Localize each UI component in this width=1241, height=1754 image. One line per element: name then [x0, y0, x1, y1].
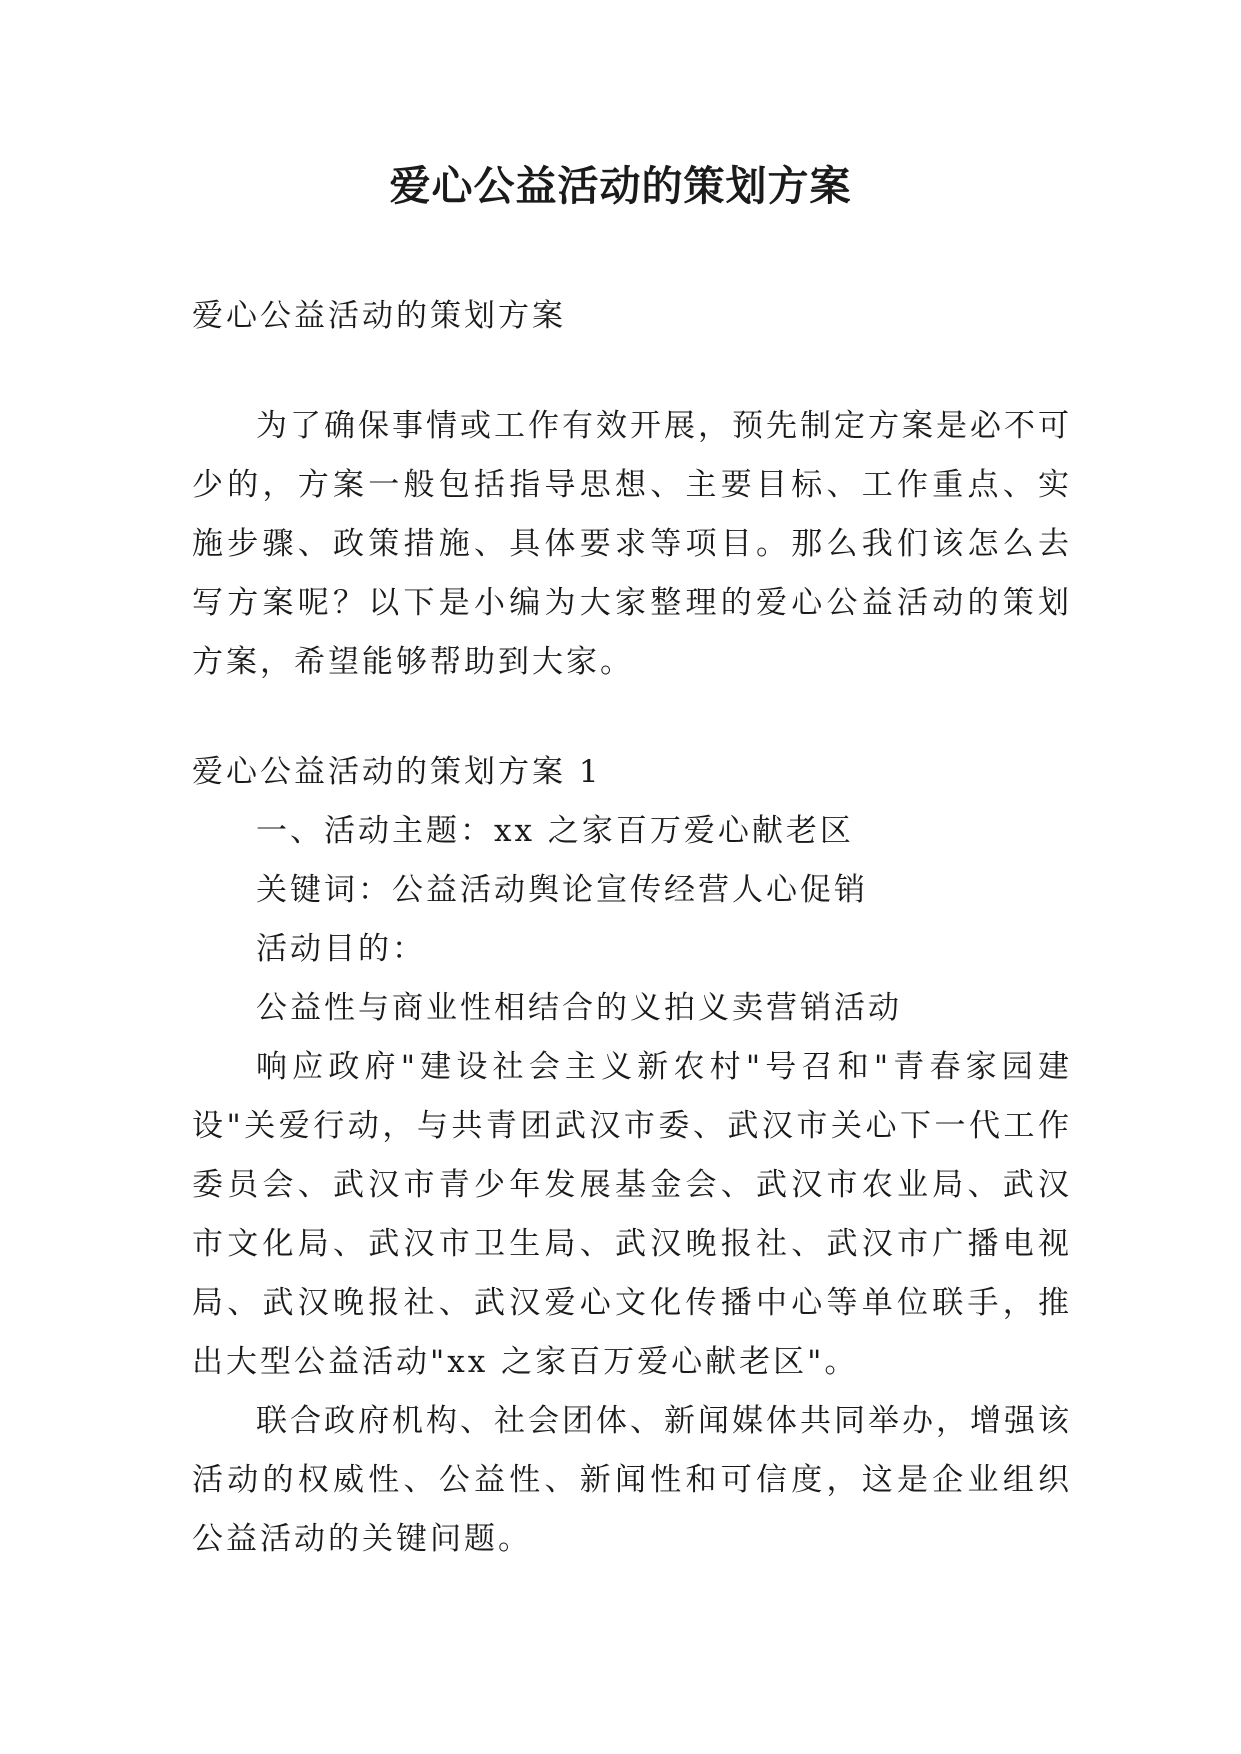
- paragraph-purpose: 公益性与商业性相结合的义拍义卖营销活动: [256, 990, 902, 1026]
- document-subtitle: 爱心公益活动的策划方案: [192, 298, 566, 334]
- document-title: 爱心公益活动的策划方案: [389, 162, 852, 210]
- paragraph-response: 响应政府"建设社会主义新农村"号召和"青春家园建设"关爱行动，与共青团武汉市委、武汉市关心下一代工作委员会、武汉市青少年发展基金会、武汉市农业局、武汉市文化局、武汉市卫生局、武汉晚报社、武汉市广播电视局、武汉晚报社、武汉爱心文化传播中心等单位联手，推出大型公益活动"xx 之家百万爱心献老区"。: [192, 1049, 1072, 1380]
- section-heading: 爱心公益活动的策划方案 1: [192, 754, 602, 790]
- paragraph-cooperation: 联合政府机构、社会团体、新闻媒体共同举办，增强该活动的权威性、公益性、新闻性和可信度，这是企业组织公益活动的关键问题。: [192, 1403, 1072, 1557]
- paragraph-activity-theme: 一、活动主题：xx 之家百万爱心献老区: [256, 813, 854, 849]
- paragraph-keywords: 关键词：公益活动舆论宣传经营人心促销: [256, 872, 868, 908]
- intro-paragraph: 为了确保事情或工作有效开展，预先制定方案是必不可少的，方案一般包括指导思想、主要目标、工作重点、实施步骤、政策措施、具体要求等项目。那么我们该怎么去写方案呢？以下是小编为大家整理的爱心公益活动的策划方案，希望能够帮助到大家。: [192, 408, 1072, 680]
- paragraph-purpose-label: 活动目的：: [256, 931, 426, 967]
- document-body: [192, 287, 1072, 1569]
